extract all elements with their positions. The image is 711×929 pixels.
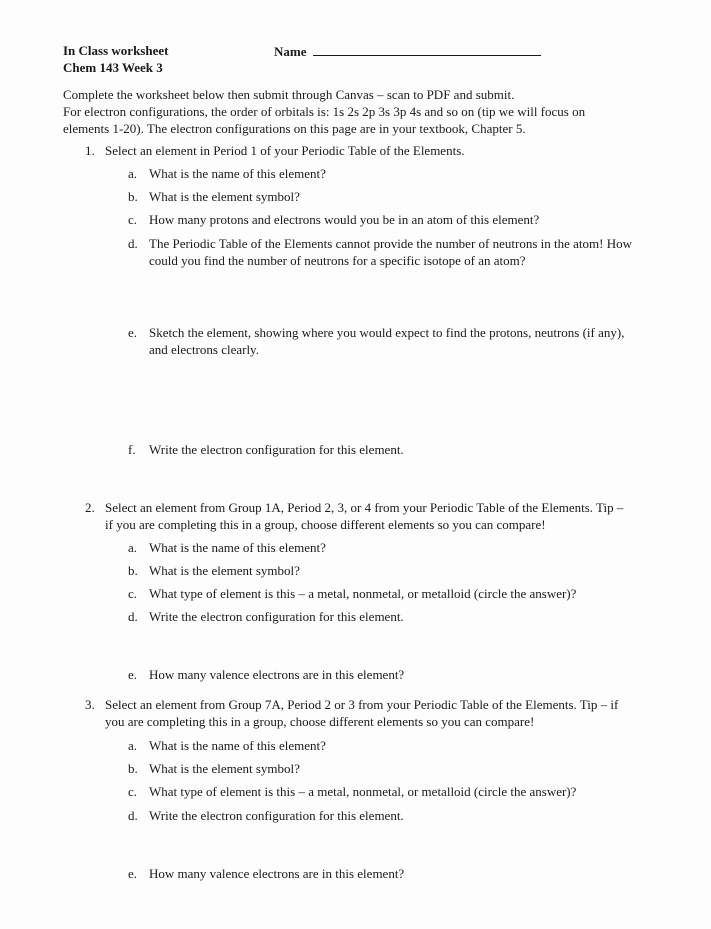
- part-marker: b.: [128, 563, 138, 578]
- part-marker: d.: [128, 236, 138, 251]
- part-marker: f.: [128, 442, 136, 457]
- part-text: could you find the number of neutrons for a specific isotope of an atom?: [149, 253, 526, 268]
- part-marker: a.: [128, 540, 138, 555]
- part-marker: b.: [128, 761, 138, 776]
- part-text: What is the element symbol?: [149, 563, 300, 578]
- part-text: Write the electron configuration for this element.: [149, 442, 404, 457]
- part-marker: a.: [128, 738, 138, 753]
- part-text: Write the electron configuration for this element.: [149, 609, 404, 624]
- part-text: How many valence electrons are in this element?: [149, 866, 405, 881]
- worksheet-title: In Class worksheet: [63, 43, 169, 58]
- intro-line: elements 1-20). The electron configurations on this page are in your textbook, Chapter 5.: [63, 121, 526, 136]
- question-text: Select an element from Group 7A, Period 2 or 3 from your Periodic Table of the Elements. Tip – if: [105, 697, 619, 712]
- part-marker: e.: [128, 325, 138, 340]
- intro-line: Complete the worksheet below then submit through Canvas – scan to PDF and submit.: [63, 87, 515, 102]
- question-number: 3.: [85, 697, 95, 712]
- question-text: you are completing this in a group, choose different elements so you can compare!: [105, 714, 535, 729]
- part-text: What type of element is this – a metal, nonmetal, or metalloid (circle the answer)?: [149, 586, 577, 601]
- part-marker: e.: [128, 866, 138, 881]
- part-marker: b.: [128, 189, 138, 204]
- intro-line: For electron configurations, the order of orbitals is: 1s 2s 2p 3s 3p 4s and so on (tip we will focus on: [63, 104, 586, 119]
- part-text: How many protons and electrons would you be in an atom of this element?: [149, 212, 540, 227]
- part-marker: d.: [128, 808, 138, 823]
- part-text: What is the name of this element?: [149, 540, 326, 555]
- part-text: and electrons clearly.: [149, 342, 259, 357]
- part-text: What is the name of this element?: [149, 738, 326, 753]
- part-text: What is the name of this element?: [149, 166, 326, 181]
- question-text: if you are completing this in a group, choose different elements so you can compare!: [105, 517, 546, 532]
- question-text: Select an element in Period 1 of your Periodic Table of the Elements.: [105, 143, 465, 158]
- part-marker: c.: [128, 784, 138, 799]
- name-label: Name: [274, 44, 307, 59]
- name-blank-line[interactable]: [313, 43, 541, 56]
- part-text: How many valence electrons are in this element?: [149, 667, 405, 682]
- part-text: What is the element symbol?: [149, 761, 300, 776]
- part-marker: c.: [128, 212, 138, 227]
- part-marker: c.: [128, 586, 138, 601]
- part-marker: d.: [128, 609, 138, 624]
- part-text: What is the element symbol?: [149, 189, 300, 204]
- part-text: The Periodic Table of the Elements cannot provide the number of neutrons in the atom! How: [149, 236, 632, 251]
- question-number: 1.: [85, 143, 95, 158]
- question-number: 2.: [85, 500, 95, 515]
- part-text: Sketch the element, showing where you would expect to find the protons, neutrons (if any),: [149, 325, 625, 340]
- course-week: Chem 143 Week 3: [63, 60, 163, 75]
- name-field[interactable]: [274, 43, 541, 60]
- part-text: Write the electron configuration for this element.: [149, 808, 404, 823]
- question-text: Select an element from Group 1A, Period 2, 3, or 4 from your Periodic Table of the Elements. Tip –: [105, 500, 624, 515]
- part-text: What type of element is this – a metal, nonmetal, or metalloid (circle the answer)?: [149, 784, 577, 799]
- part-marker: a.: [128, 166, 138, 181]
- part-marker: e.: [128, 667, 138, 682]
